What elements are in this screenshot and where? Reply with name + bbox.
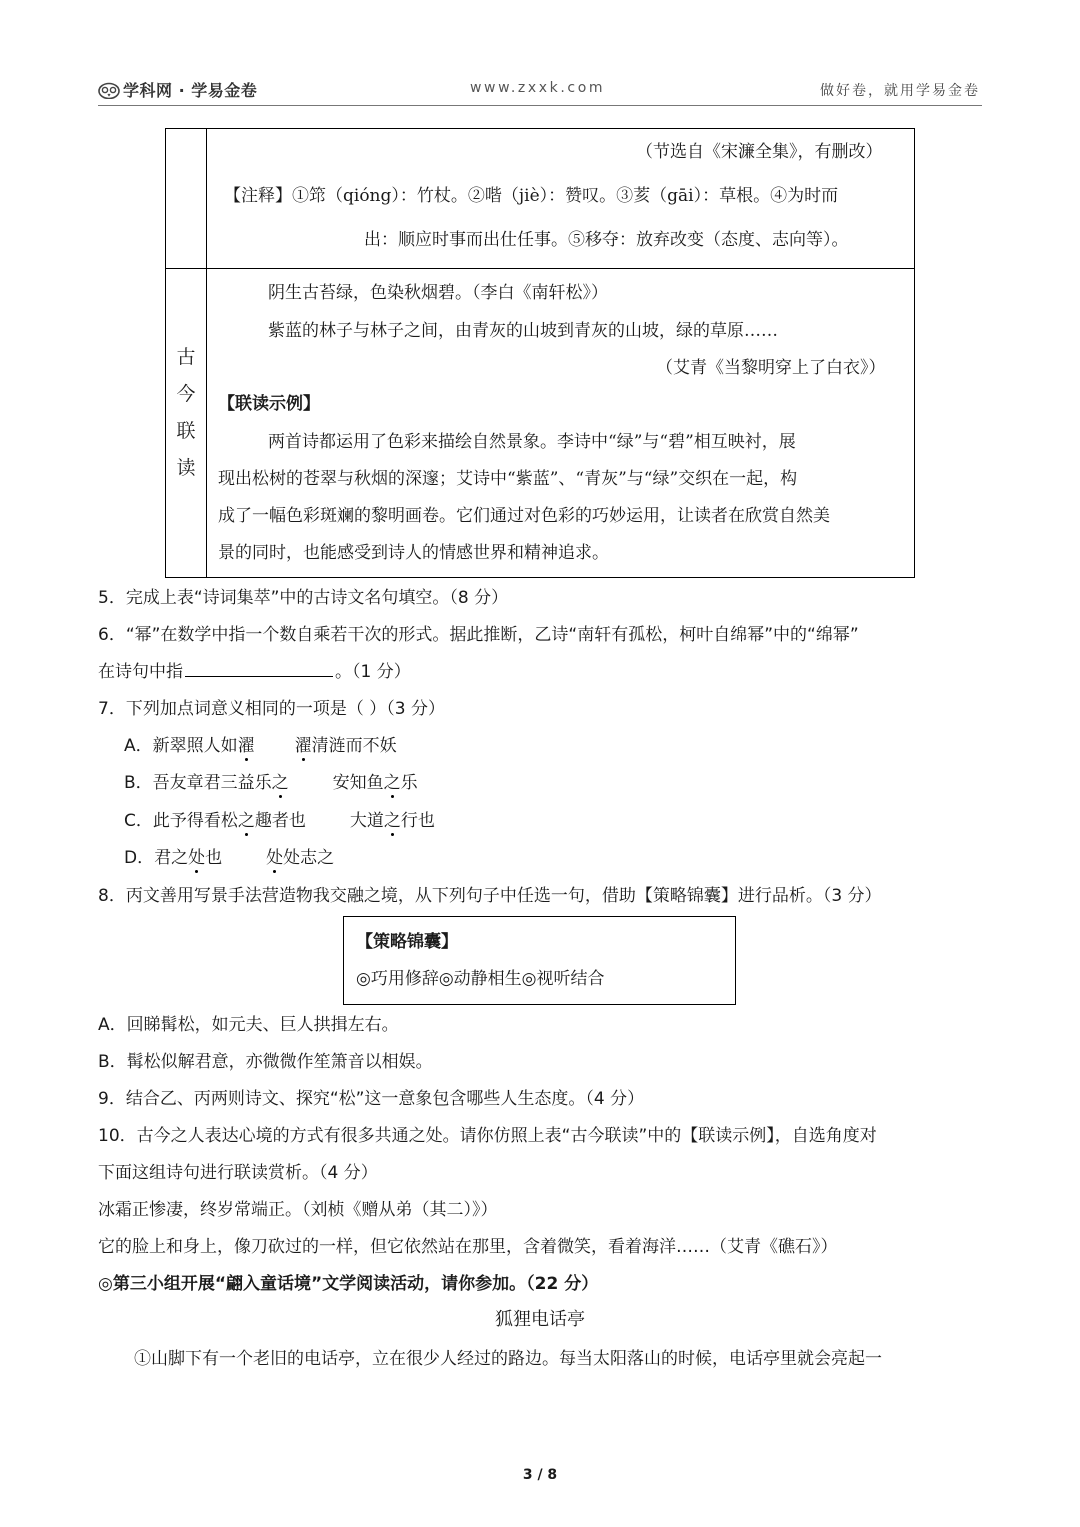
question-5: 5．完成上表“诗词集萃”中的古诗文名句填空。（8 分） [98, 588, 509, 608]
question-10-poem-2: 它的脸上和身上，像刀砍过的一样，但它依然站在那里，含着微笑，看着海洋……（艾青《礁石》） [98, 1237, 838, 1257]
dotted-word: 处 [188, 848, 206, 868]
row-label-char: 读 [176, 457, 196, 479]
source-note: （节选自《宋濂全集》，有删改） [636, 142, 883, 162]
row-label-char: 联 [176, 420, 196, 442]
question-10-line-1: 10．古今之人表达心境的方式有很多共通之处。请你仿照上表“古今联读”中的【联读示例】，自选角度对 [98, 1126, 877, 1146]
reading-table [165, 128, 915, 578]
option-text: 此予得看松 [152, 811, 238, 831]
header-slogan: 做好卷，就用学易金卷 [820, 83, 980, 99]
question-10-line-2: 下面这组诗句进行联读赏析。（4 分） [98, 1163, 378, 1183]
dotted-word: 之 [271, 773, 289, 793]
option-label: B． [124, 773, 153, 793]
option-label: A． [124, 736, 153, 756]
option-text: 新翠照人如 [152, 736, 238, 756]
strategy-title: 【策略锦囊】 [356, 932, 458, 952]
option-label: C． [124, 811, 153, 831]
option-text: 处志之 [283, 848, 335, 868]
page-number: 3 / 8 [522, 1467, 558, 1483]
dotted-word: 之 [237, 811, 255, 831]
answer-blank[interactable] [185, 659, 333, 677]
poem-ai-qing: 紫蓝的林子与林子之间，由青灰的山坡到青灰的山坡，绿的草原…… [268, 321, 778, 341]
question-10-poem-1: 冰霜正惨凄，终岁常端正。（刘桢《赠从弟（其二）》） [98, 1200, 498, 1220]
option-text: 也 [205, 848, 223, 868]
dotted-word: 之 [383, 773, 401, 793]
row-label-char: 今 [176, 383, 196, 405]
option-text: 趣者也 [254, 811, 306, 831]
annotation-line-2: 出：顺应时事而出仕任事。⑤移夺：放弃改变（态度、志向等）。 [364, 230, 849, 250]
option-text: 安知鱼 [332, 773, 384, 793]
option-text: 大道 [349, 811, 384, 831]
question-8: 8．丙文善用写景手法营造物我交融之境，从下列句子中任选一句，借助【策略锦囊】进行品析。（3 分） [98, 886, 882, 906]
strategy-box [343, 916, 736, 1005]
logo-text: 学科网 · 学易金卷 [123, 81, 258, 100]
question-6-line-1: 6．“幂”在数学中指一个数自乘若干次的形式。据此推断，乙诗“南轩有孤松，柯叶自绵幂”中的“绵幂” [98, 625, 859, 645]
row-label-gujin-liandu [166, 339, 206, 487]
option-a[interactable] [124, 731, 397, 756]
dotted-word: 之 [383, 811, 401, 831]
question-8-option-b[interactable]: B．髯松似解君意，亦微微作笙箫音以相娱。 [98, 1052, 433, 1072]
question-6-suffix: 。（1 分） [335, 662, 411, 682]
logo [98, 78, 257, 101]
question-6-prefix: 在诗句中指 [98, 662, 183, 682]
dotted-word: 处 [266, 848, 284, 868]
dotted-word: 濯 [237, 736, 255, 756]
option-text: 吾友章君三益乐 [152, 773, 272, 793]
question-9: 9．结合乙、丙两则诗文、探究“松”这一意象包含哪些人生态度。（4 分） [98, 1089, 645, 1109]
site-url[interactable]: www.zxxk.com [470, 80, 606, 96]
table-row-divider [166, 268, 914, 269]
annotation-line-1: 【注释】①筇（qióng）：竹杖。②喈（jiè）：赞叹。③荄（gāi）：草根。④为时而 [224, 186, 839, 206]
story-paragraph-1: ①山脚下有一个老旧的电话亭，立在很少人经过的路边。每当太阳落山的时候，电话亭里就会亮起一 [134, 1349, 882, 1369]
row-label-char: 古 [176, 346, 196, 368]
table-column-divider [206, 129, 207, 577]
example-line-1: 两首诗都运用了色彩来描绘自然景象。李诗中“绿”与“碧”相互映衬，展 [268, 432, 796, 452]
question-8-option-a[interactable]: A．回睇髯松，如元夫、巨人拱揖左右。 [98, 1015, 399, 1035]
example-line-3: 成了一幅色彩斑斓的黎明画卷。它们通过对色彩的巧妙运用，让读者在欣赏自然美 [218, 506, 830, 526]
poem-ai-qing-source: （艾青《当黎明穿上了白衣》） [656, 358, 886, 378]
option-text: 乐 [400, 773, 418, 793]
owl-logo-icon [98, 81, 120, 99]
option-d[interactable] [124, 843, 334, 868]
option-label: D． [124, 848, 155, 868]
strategy-content: ◎巧用修辞◎动静相生◎视听结合 [356, 969, 605, 989]
question-6-line-2 [98, 657, 411, 682]
story-title: 狐狸电话亭 [495, 1309, 585, 1330]
option-text: 清涟而不妖 [311, 736, 397, 756]
section-heading: ◎第三小组开展“翩入童话境”文学阅读活动，请你参加。（22 分） [98, 1274, 599, 1294]
page-header [98, 76, 982, 104]
option-text: 君之 [154, 848, 189, 868]
example-line-4: 景的同时，也能感受到诗人的情感世界和精神追求。 [218, 543, 609, 563]
poem-li-bai: 阴生古苔绿，色染秋烟碧。（李白《南轩松》） [268, 283, 608, 303]
header-divider [98, 105, 982, 106]
option-text: 行也 [400, 811, 435, 831]
dotted-word: 濯 [294, 736, 312, 756]
option-b[interactable] [124, 768, 418, 793]
example-line-2: 现出松树的苍翠与秋烟的深邃；艾诗中“紫蓝”、“青灰”与“绿”交织在一起，构 [218, 469, 798, 489]
question-7-stem: 7．下列加点词意义相同的一项是（ ）（3 分） [98, 699, 445, 719]
example-title: 【联读示例】 [218, 394, 320, 414]
option-c[interactable] [124, 806, 435, 831]
